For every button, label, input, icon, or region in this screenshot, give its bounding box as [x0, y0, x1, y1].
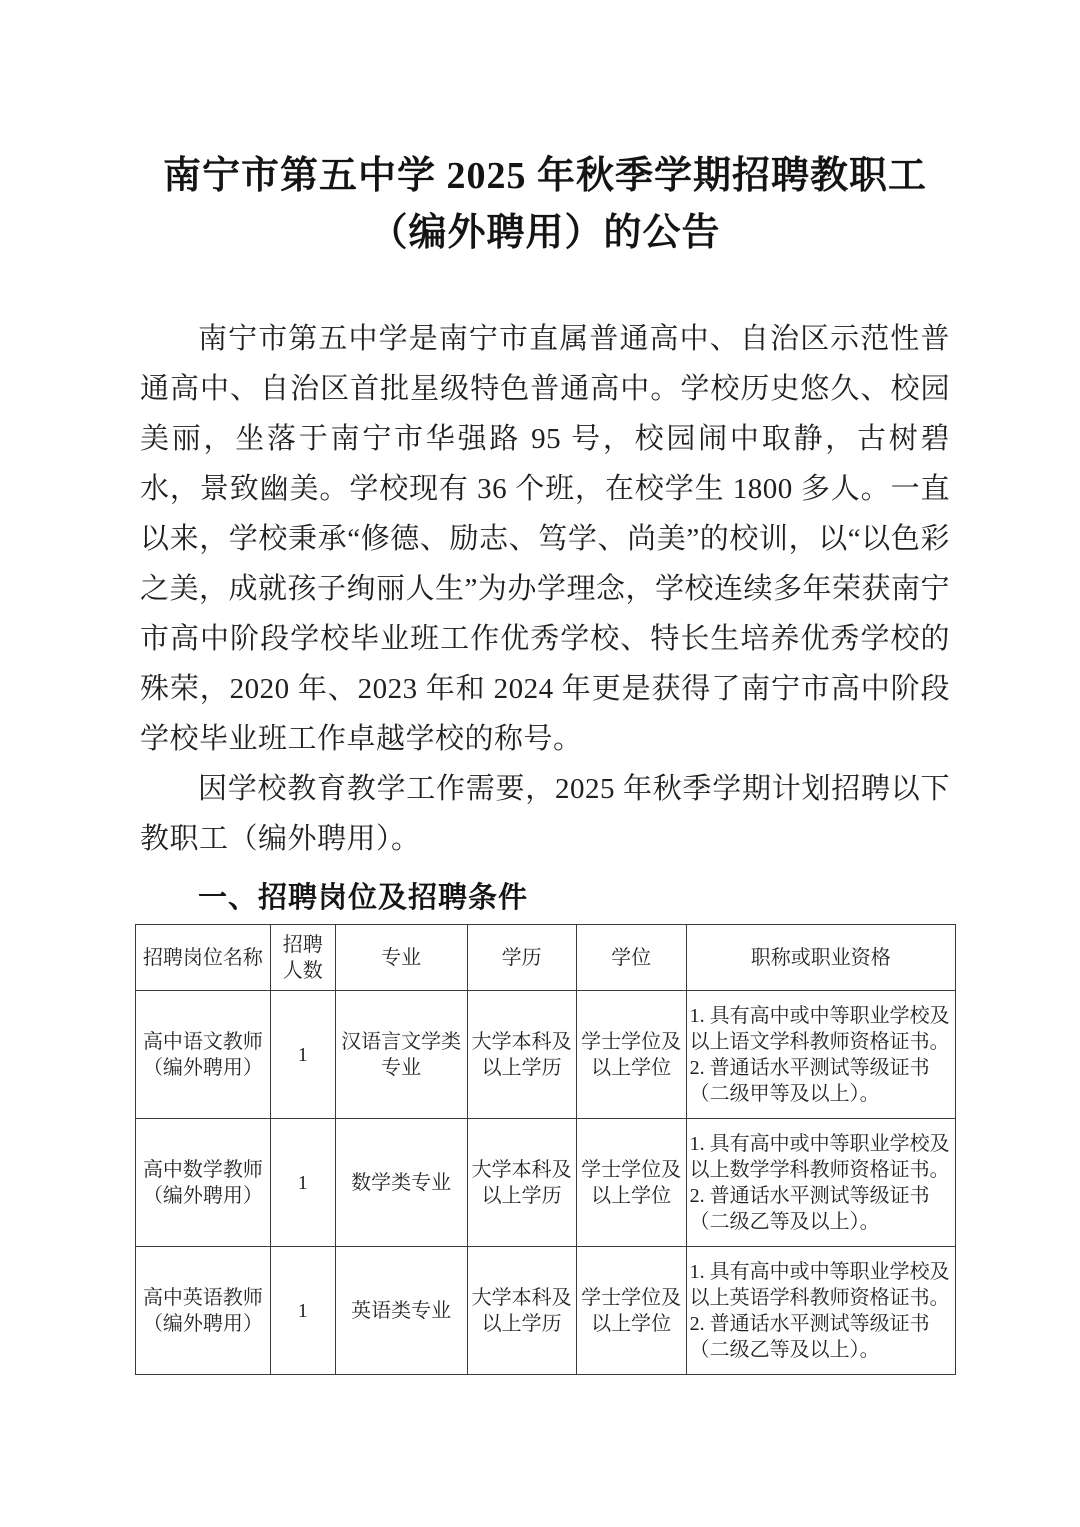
- cell-education: 大学本科及以上学历: [467, 991, 576, 1119]
- cell-degree: 学士学位及以上学位: [576, 1119, 686, 1247]
- cell-count: 1: [270, 1247, 335, 1375]
- cell-position: [136, 991, 271, 1119]
- section-heading-recruitment-conditions: 一、招聘岗位及招聘条件: [198, 882, 529, 914]
- position-name: 高中数学教师: [142, 1158, 263, 1181]
- cell-degree: 学士学位及以上学位: [576, 1247, 686, 1375]
- cell-count: 1: [270, 991, 335, 1119]
- cell-qualification: [686, 1247, 955, 1375]
- cell-major: 英语类专业: [335, 1247, 467, 1375]
- table-header-row: [136, 925, 956, 991]
- qualification-item-1: 1. 具有高中或中等职业学校及以上语文学科教师资格证书。: [689, 1004, 950, 1053]
- position-name: 高中英语教师: [142, 1286, 263, 1309]
- cell-major: 数学类专业: [335, 1119, 467, 1247]
- cell-degree: 学士学位及以上学位: [576, 991, 686, 1119]
- qualification-item-2: 2. 普通话水平测试等级证书（二级乙等及以上）。: [689, 1184, 930, 1233]
- position-name: 高中语文教师: [142, 1030, 263, 1053]
- position-note: （编外聘用）: [142, 1312, 263, 1335]
- qualification-item-2: 2. 普通话水平测试等级证书（二级甲等及以上）。: [689, 1056, 930, 1105]
- header-degree: 学位: [576, 925, 686, 991]
- document-title: [140, 148, 950, 262]
- table-row-english-teacher: [136, 1247, 956, 1375]
- title-line-1: 南宁市第五中学 2025 年秋季学期招聘教职工: [162, 155, 927, 197]
- title-line-2: （编外聘用）的公告: [369, 212, 721, 254]
- cell-position: [136, 1119, 271, 1247]
- header-count: 招聘人数: [270, 925, 335, 991]
- header-major: 专业: [335, 925, 467, 991]
- recruitment-positions-table: [135, 924, 956, 1375]
- table-row-math-teacher: [136, 1119, 956, 1247]
- qualification-item-1: 1. 具有高中或中等职业学校及以上数学学科教师资格证书。: [689, 1132, 950, 1181]
- qualification-item-2: 2. 普通话水平测试等级证书（二级乙等及以上）。: [689, 1312, 930, 1361]
- position-note: （编外聘用）: [142, 1184, 263, 1207]
- cell-qualification: [686, 1119, 955, 1247]
- header-position-name: 招聘岗位名称: [136, 925, 271, 991]
- cell-position: [136, 1247, 271, 1375]
- table-row-chinese-teacher: [136, 991, 956, 1119]
- cell-education: 大学本科及以上学历: [467, 1119, 576, 1247]
- purpose-paragraph: 因学校教育教学工作需要，2025 年秋季学期计划招聘以下教职工（编外聘用）。: [140, 773, 950, 855]
- header-education: 学历: [467, 925, 576, 991]
- cell-qualification: [686, 991, 955, 1119]
- header-qualification: 职称或职业资格: [686, 925, 955, 991]
- position-note: （编外聘用）: [142, 1056, 263, 1079]
- cell-major: 汉语言文学类专业: [335, 991, 467, 1119]
- cell-count: 1: [270, 1119, 335, 1247]
- intro-paragraph: 南宁市第五中学是南宁市直属普通高中、自治区示范性普通高中、自治区首批星级特色普通高中。学校历史悠久、校园美丽，坐落于南宁市华强路 95 号，校园闹中取静，古树碧水，景致幽美。学校现有 36 个班，在校学生 1800 多人。一直以来，学校秉承“修德、励志、笃学、尚美”的校训，以“以色彩之美，成就孩子绚丽人生”为办学理念，学校连续多年荣获南宁市高中阶段学校毕业班工作优秀学校、特长生培养优秀学校的殊荣，2020 年、2023 年和 2024 年更是获得了南宁市高中阶段学校毕业班工作卓越学校的称号。: [140, 323, 950, 755]
- cell-education: 大学本科及以上学历: [467, 1247, 576, 1375]
- qualification-item-1: 1. 具有高中或中等职业学校及以上英语学科教师资格证书。: [689, 1260, 950, 1309]
